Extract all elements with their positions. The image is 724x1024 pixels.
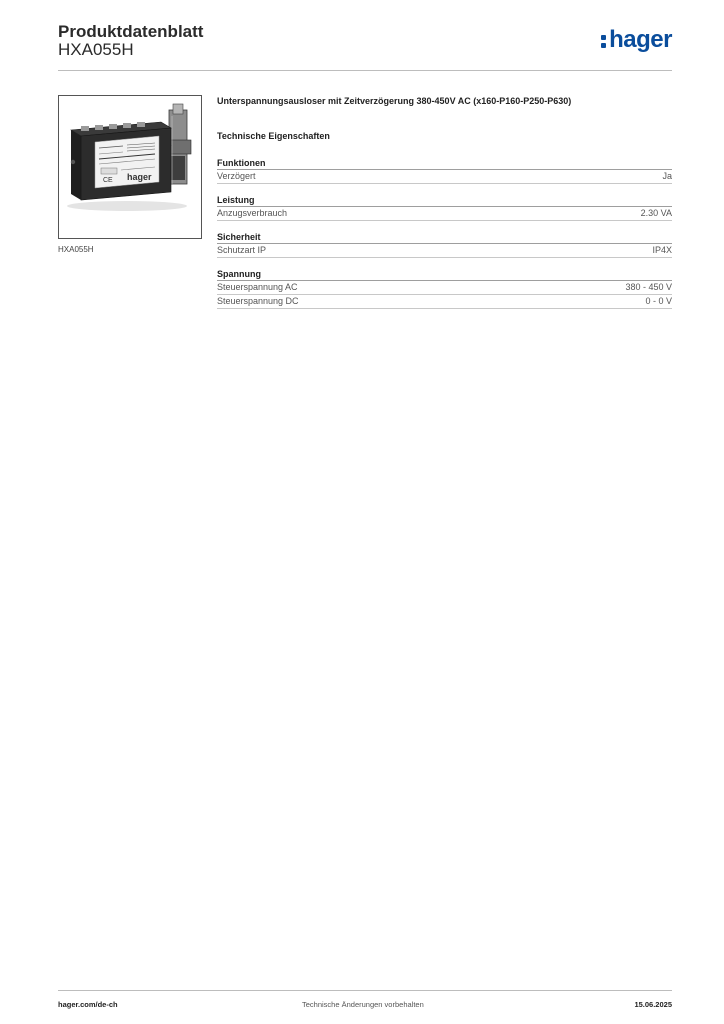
section-title-technical-properties: Technische Eigenschaften	[217, 131, 330, 141]
device-label-logo: hager	[127, 172, 152, 182]
spec-value: IP4X	[652, 245, 672, 255]
product-image	[58, 95, 202, 239]
spec-label: Steuerspannung AC	[217, 282, 298, 292]
spec-row	[217, 207, 672, 221]
footer-disclaimer: Technische Änderungen vorbehalten	[302, 1000, 424, 1009]
spec-group-title: Leistung	[217, 194, 672, 207]
page-footer	[58, 990, 672, 1011]
page-header	[58, 20, 672, 71]
spec-row	[217, 170, 672, 184]
spec-group-title: Sicherheit	[217, 231, 672, 244]
spec-value: 2.30 VA	[640, 208, 672, 218]
footer-date: 15.06.2025	[634, 1000, 672, 1009]
spec-value: 380 - 450 V	[625, 282, 672, 292]
page-title: Produktdatenblatt	[58, 22, 204, 41]
image-caption: HXA055H	[58, 245, 94, 254]
footer-website-link[interactable]: hager.com/de-ch	[58, 1000, 118, 1009]
hager-logo	[601, 26, 672, 54]
undervoltage-release-illustration	[59, 96, 201, 238]
spec-label: Anzugsverbrauch	[217, 208, 288, 218]
logo-text: hager	[609, 26, 672, 53]
spec-group-power	[217, 194, 672, 221]
spec-label: Verzögert	[217, 171, 256, 181]
spec-group-functions	[217, 157, 672, 184]
spec-value: Ja	[662, 171, 672, 181]
spec-value: 0 - 0 V	[645, 296, 672, 306]
spec-label: Schutzart IP	[217, 245, 267, 255]
svg-text:CE: CE	[103, 177, 113, 184]
spec-row	[217, 281, 672, 295]
spec-group-safety	[217, 231, 672, 258]
spec-group-voltage	[217, 268, 672, 309]
spec-group-title: Spannung	[217, 268, 672, 281]
spec-row	[217, 244, 672, 258]
spec-row	[217, 295, 672, 309]
logo-dots-icon	[601, 31, 607, 49]
product-details	[217, 96, 672, 309]
spec-label: Steuerspannung DC	[217, 296, 299, 306]
product-code-subtitle: HXA055H	[58, 40, 134, 59]
product-name: Unterspannungsausloser mit Zeitverzögerung 380-450V AC (x160-P160-P250-P630)	[217, 96, 572, 106]
spec-group-title: Funktionen	[217, 157, 672, 170]
